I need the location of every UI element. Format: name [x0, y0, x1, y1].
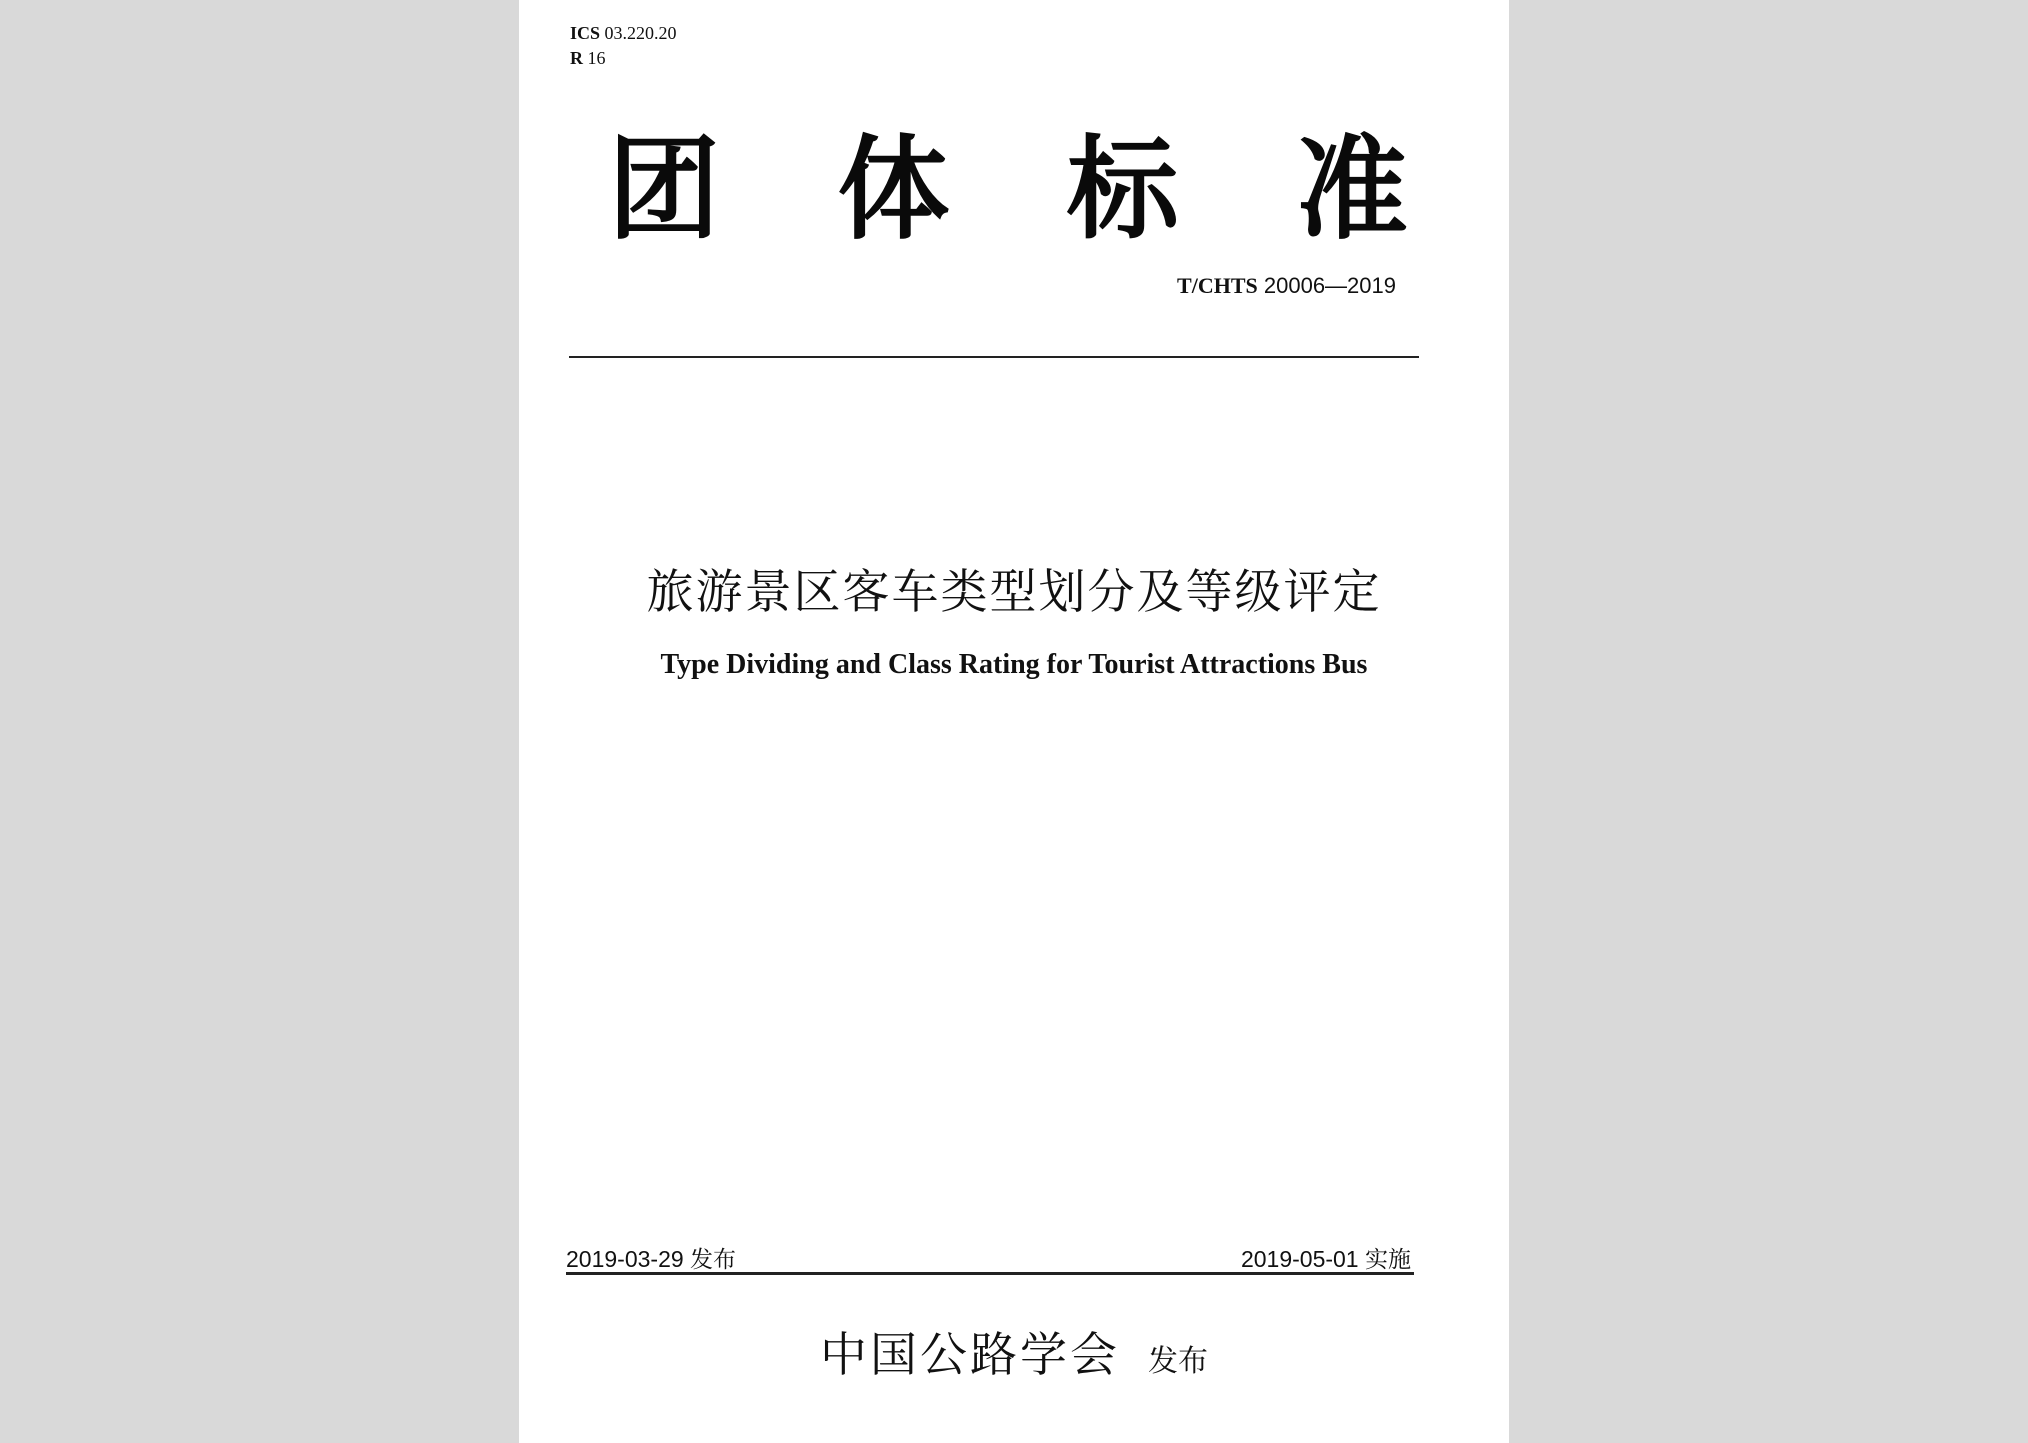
heading-char: 标 — [1066, 125, 1179, 255]
top-divider — [569, 356, 1419, 358]
heading-char: 准 — [1295, 125, 1408, 255]
ics-code — [570, 23, 677, 44]
publisher-org: 中国公路学会 — [820, 1328, 1120, 1383]
standard-type-heading — [608, 125, 1408, 255]
ccs-value: 16 — [587, 48, 606, 68]
bottom-divider — [566, 1272, 1414, 1275]
ics-label: ICS — [570, 23, 601, 43]
ccs-label: R — [570, 48, 583, 68]
heading-char: 体 — [837, 125, 950, 255]
standard-prefix: T/CHTS — [1177, 273, 1258, 298]
publisher-line — [519, 1318, 1509, 1385]
title-english: Type Dividing and Class Rating for Tourist Attractions Bus — [660, 649, 1368, 680]
heading-char: 团 — [608, 125, 720, 255]
ccs-code — [570, 48, 606, 69]
publisher-action: 发布 — [1148, 1344, 1208, 1379]
standard-code: 20006—2019 — [1263, 273, 1396, 298]
implementation-date: 2019-05-01 实施 — [1240, 1246, 1411, 1272]
standard-number — [1177, 273, 1396, 299]
title-chinese: 旅游景区客车类型划分及等级评定 — [646, 565, 1382, 620]
document-cover — [519, 0, 1509, 1443]
issue-date: 2019-03-29 发布 — [566, 1246, 737, 1272]
ics-value: 03.220.20 — [604, 23, 677, 43]
